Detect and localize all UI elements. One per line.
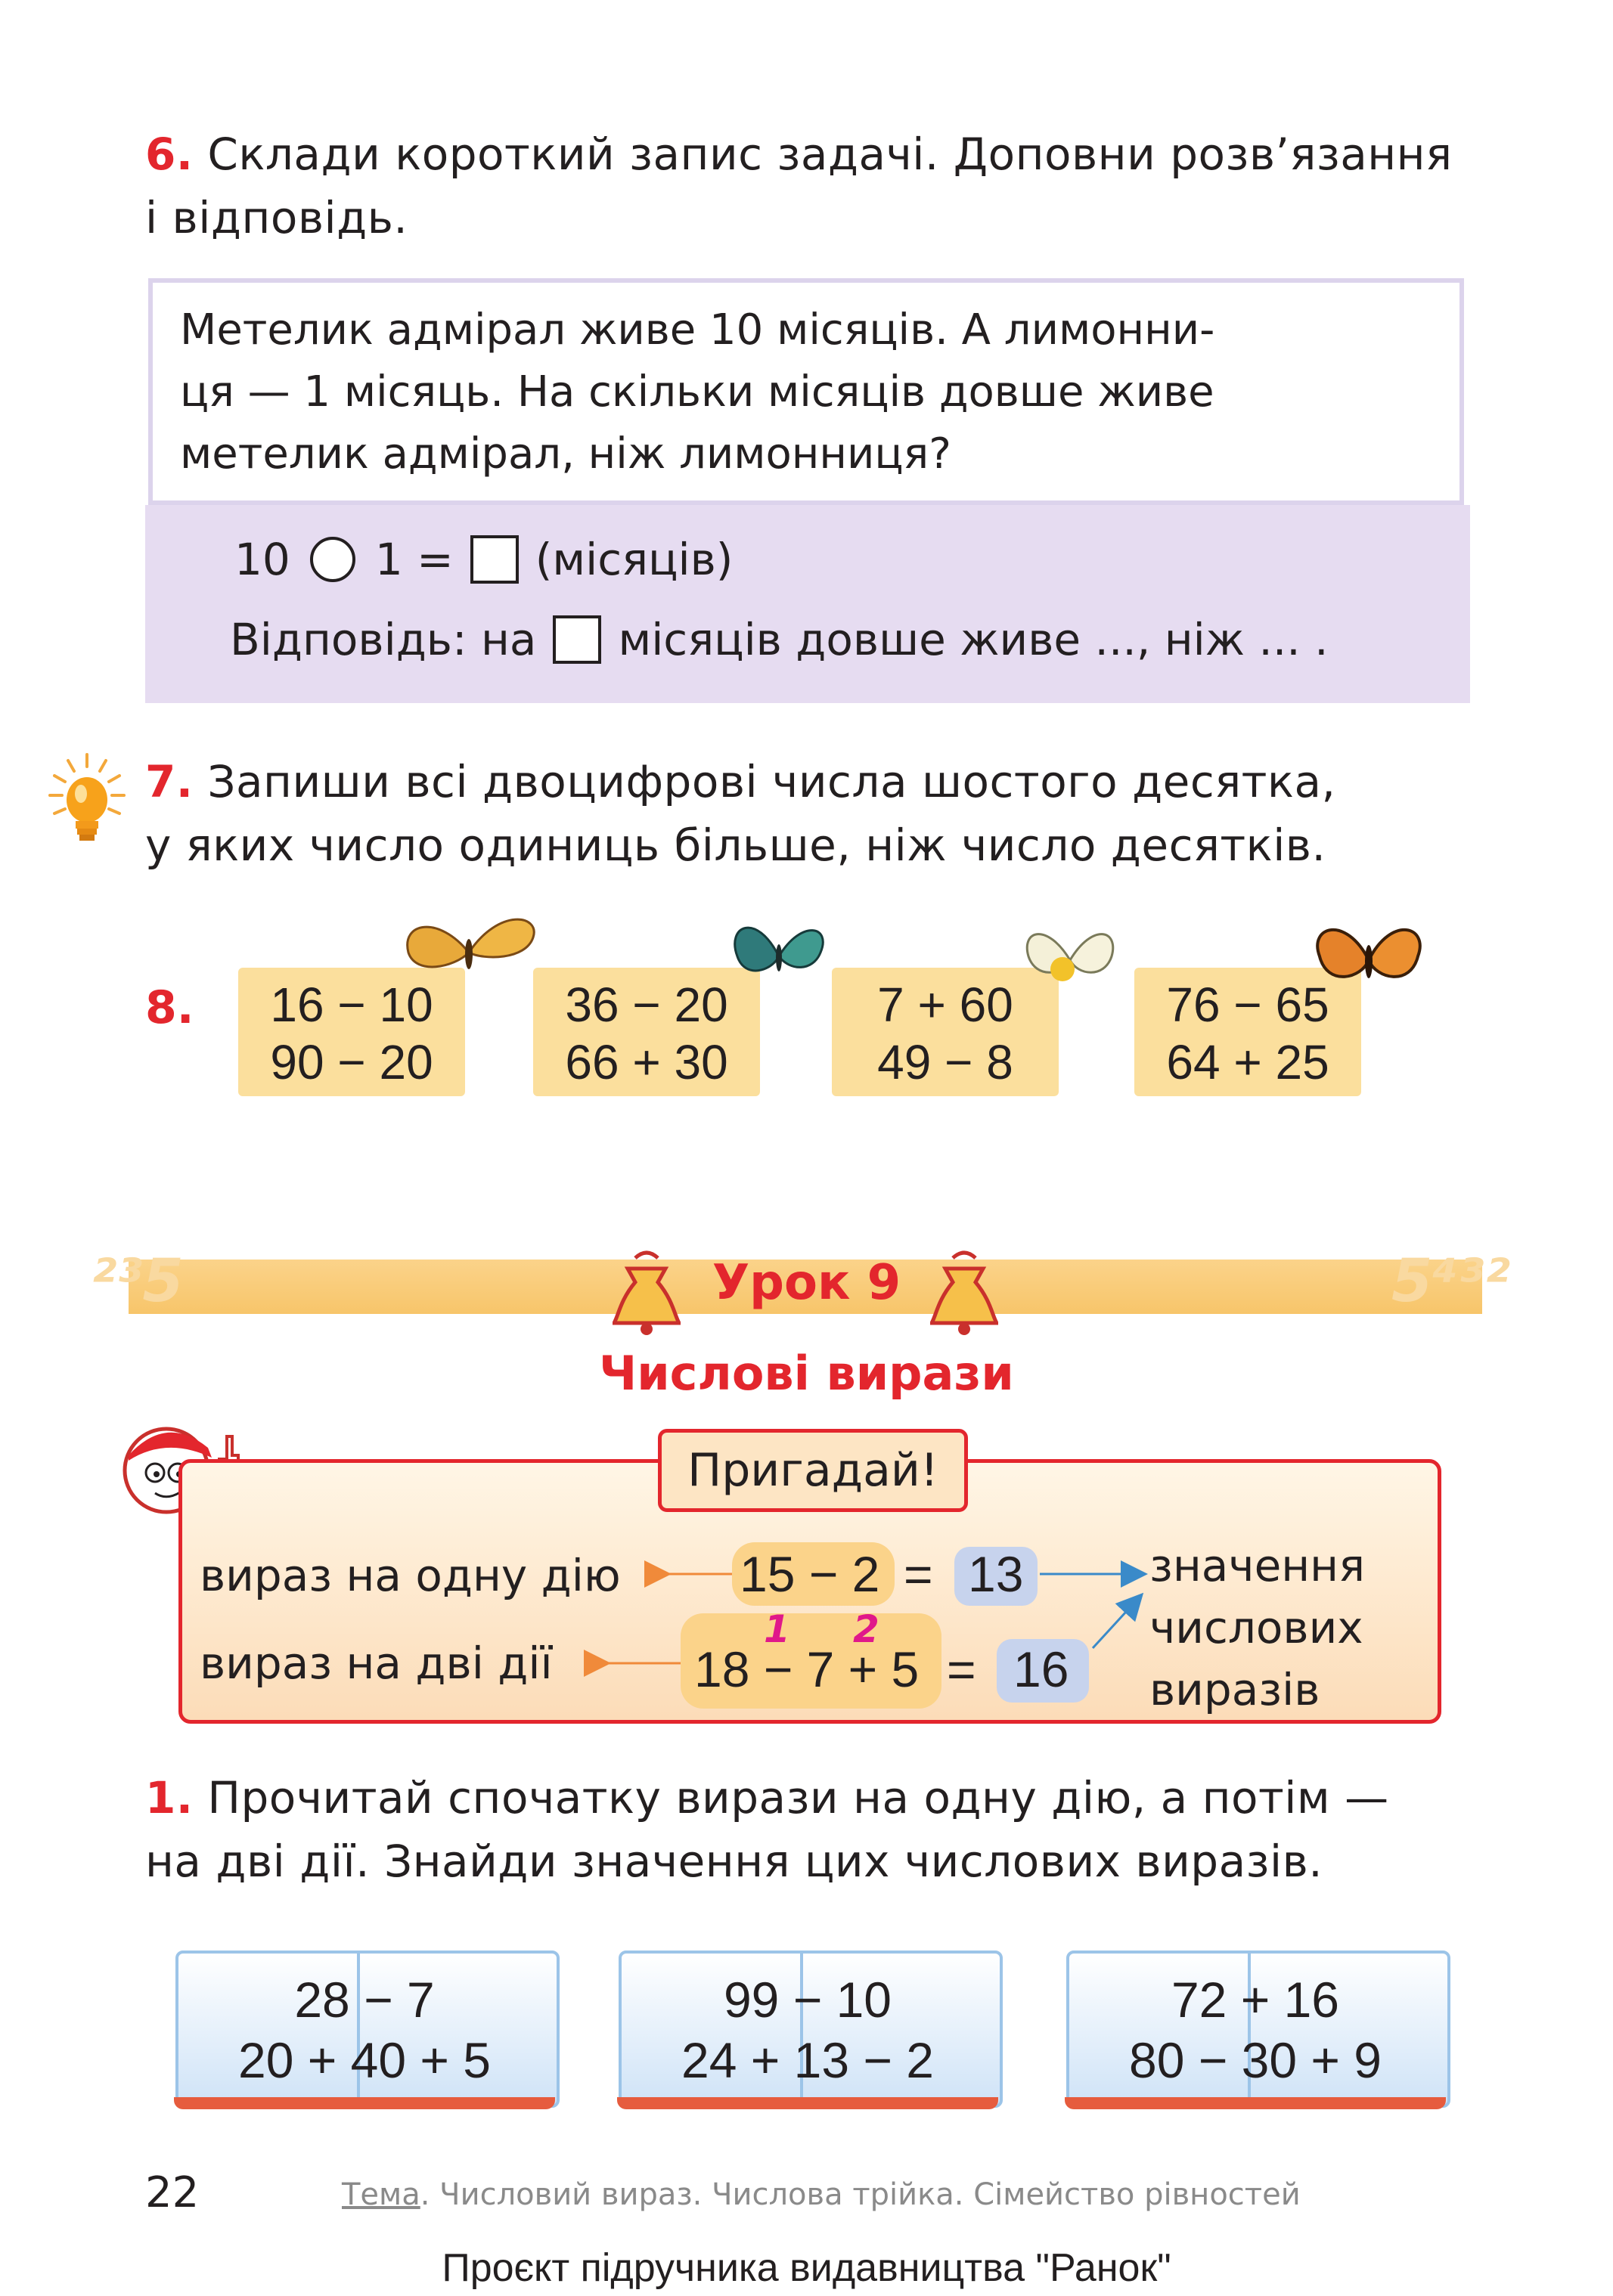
value-one: 13 bbox=[968, 1546, 1024, 1602]
value-two: 16 bbox=[1013, 1641, 1069, 1697]
book-card-3 bbox=[1059, 1935, 1452, 2117]
step-marker-2: 2 bbox=[853, 1607, 879, 1651]
card-expression-bottom: 49 − 8 bbox=[877, 1035, 1013, 1089]
task6-problem-line1: Метелик адмірал живе 10 місяців. А лимонни- bbox=[180, 305, 1215, 355]
expression-two: 18 − 7 + 5 bbox=[694, 1641, 920, 1697]
banner-decoration-left: ²³5 bbox=[91, 1247, 184, 1315]
book-expression-top: 99 − 10 bbox=[723, 1972, 892, 2028]
task7-number: 7. bbox=[145, 756, 194, 807]
page-number: 22 bbox=[145, 2168, 200, 2217]
equals-sign-one: = bbox=[904, 1546, 933, 1602]
task1-line1: Прочитай спочатку вирази на одну дію, а потім — bbox=[207, 1772, 1389, 1823]
book-card-1 bbox=[168, 1935, 561, 2117]
equation-unit: (місяців) bbox=[535, 534, 734, 585]
answer-suffix: місяців довше живе ..., ніж ... . bbox=[618, 614, 1329, 665]
book-expression-bottom: 80 − 30 + 9 bbox=[1129, 2032, 1382, 2088]
task7-line2: у яких число одиниць більше, ніж число десятків. bbox=[145, 820, 1326, 871]
task6-instruction-line2: і відповідь. bbox=[145, 192, 408, 243]
equals-sign-two: = bbox=[947, 1641, 976, 1697]
card-expression-bottom: 90 − 20 bbox=[270, 1035, 433, 1089]
lesson-subtitle: Числові вирази bbox=[599, 1346, 1014, 1401]
task1-line2: на дві дії. Знайди значення цих числових виразів. bbox=[145, 1836, 1323, 1887]
label-one-action: вираз на одну дію bbox=[200, 1550, 621, 1601]
card-expression-top: 36 − 20 bbox=[565, 978, 728, 1032]
values-label-line1: значення bbox=[1149, 1540, 1365, 1591]
equation-right: 1 = bbox=[374, 534, 454, 585]
book-expression-bottom: 20 + 40 + 5 bbox=[238, 2032, 491, 2088]
topic-label: Тема bbox=[342, 2177, 420, 2212]
values-label-line3: виразів bbox=[1149, 1664, 1320, 1715]
book-edge bbox=[617, 2097, 998, 2109]
card-expression-bottom: 64 + 25 bbox=[1166, 1035, 1329, 1089]
task6-instruction-line1: Склади короткий запис задачі. Доповни розв’язання bbox=[207, 129, 1453, 180]
remember-tab: Пригадай! bbox=[658, 1429, 968, 1512]
task6-problem-line3: метелик адмірал, ніж лимонниця? bbox=[180, 429, 951, 479]
answer-prefix: Відповідь: на bbox=[230, 614, 537, 665]
publisher-note: Проєкт підручника видавництва "Ранок" bbox=[442, 2246, 1171, 2290]
task1-number: 1. bbox=[145, 1772, 194, 1823]
topic-text: . Числовий вираз. Числова трійка. Сімейство рівностей bbox=[420, 2177, 1301, 2212]
book-expression-top: 28 − 7 bbox=[294, 1972, 435, 2028]
book-card-2 bbox=[611, 1935, 1004, 2117]
card-expression-top: 76 − 65 bbox=[1166, 978, 1329, 1032]
values-label-line2: числових bbox=[1149, 1602, 1363, 1653]
book-expression-top: 72 + 16 bbox=[1171, 1972, 1340, 2028]
book-edge bbox=[1065, 2097, 1446, 2109]
card-expression-top: 7 + 60 bbox=[877, 978, 1013, 1032]
task7-line1: Запиши всі двоцифрові числа шостого десятка, bbox=[207, 756, 1336, 807]
task1-text bbox=[145, 1766, 1476, 1893]
task8-number: 8. bbox=[145, 981, 194, 1034]
values-label bbox=[1149, 1535, 1365, 1721]
book-edge bbox=[174, 2097, 555, 2109]
lesson-title: Урок 9 bbox=[712, 1255, 901, 1311]
banner-decoration-right: 5⁴³² bbox=[1391, 1247, 1510, 1315]
step-marker-1: 1 bbox=[764, 1607, 790, 1651]
equation-left: 10 bbox=[234, 534, 290, 585]
card-expression-top: 16 − 10 bbox=[270, 978, 433, 1032]
label-two-actions: вираз на дві дії bbox=[200, 1638, 553, 1689]
expression-one: 15 − 2 bbox=[740, 1546, 880, 1602]
task6-problem-line2: ця — 1 місяць. На скільки місяців довше живе bbox=[180, 367, 1214, 417]
card-expression-bottom: 66 + 30 bbox=[565, 1035, 728, 1089]
task6-number: 6. bbox=[145, 129, 194, 180]
topic-line bbox=[342, 2177, 1301, 2212]
book-expression-bottom: 24 + 13 − 2 bbox=[681, 2032, 934, 2088]
